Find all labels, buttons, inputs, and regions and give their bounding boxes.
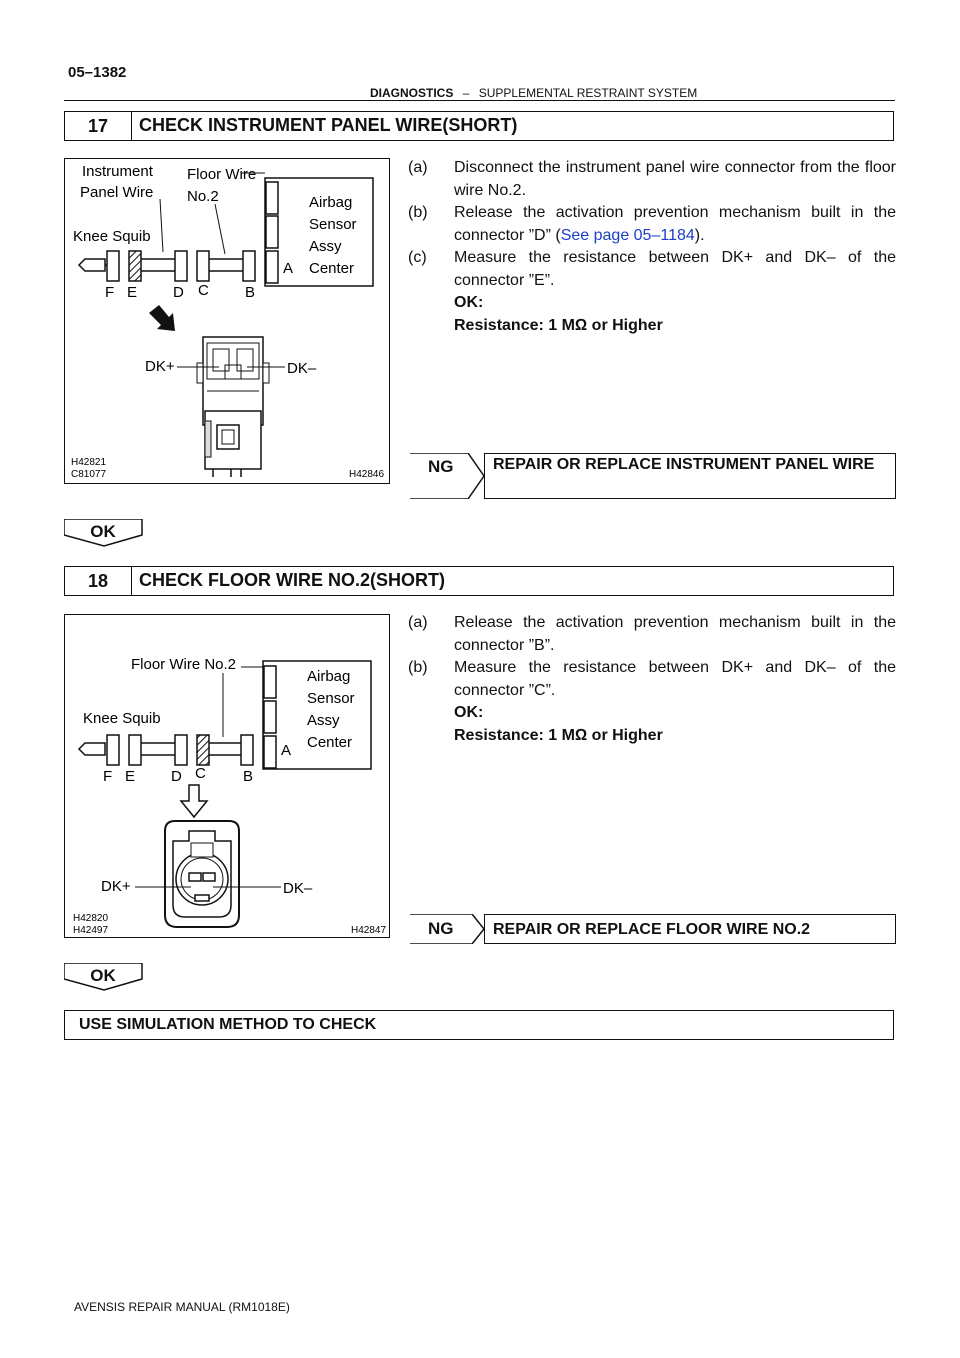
label-panel-wire: Panel Wire [80,184,154,201]
ng-label: NG [428,457,454,476]
connector-c [197,251,209,281]
ng-action: REPAIR OR REPLACE FLOOR WIRE NO.2 [484,914,896,944]
step-18-title-bar [64,566,894,596]
airbag-connector-slot [266,182,278,214]
letter-a: A [281,742,292,759]
terminal-dk-plus [189,873,201,881]
step-18-title: CHECK FLOOR WIRE NO.2(SHORT) [139,570,445,590]
airbag-line-1: Airbag [309,194,353,211]
letter-d: D [171,768,182,785]
letter-f: F [105,284,115,301]
connector-detail [181,858,223,900]
instruction-item [408,612,896,657]
connector-b [243,251,255,281]
connector-detail [263,363,269,383]
step-18-ng-result [410,914,896,944]
step-17-title-bar [64,111,894,141]
airbag-connector-slot [266,251,278,283]
label-dk-plus: DK+ [101,878,131,895]
label-dk-minus: DK– [283,880,313,897]
manual-footer: AVENSIS REPAIR MANUAL (RM1018E) [74,1300,290,1314]
airbag-connector-slot [264,701,276,733]
item-text-before: Release the activation prevention mechanism built in the connector ”D” ( [454,204,896,244]
step-17-diagram [65,159,389,483]
item-text: Measure the resistance between DK+ and DK– of the connector ”E”. [454,249,896,289]
leader-line [215,204,225,254]
label-no2: No.2 [187,188,219,205]
final-instruction: USE SIMULATION METHOD TO CHECK [64,1010,894,1040]
connector-detail [191,843,213,857]
step-17-figure [64,158,390,484]
knee-squib-plug [79,743,105,755]
connector-e [129,251,141,281]
airbag-line-4: Center [307,734,353,751]
label-dk-plus: DK+ [145,358,175,375]
item-label: (a) [408,614,428,631]
connector-detail [197,363,203,383]
leader-line [160,199,163,252]
figure-code-top: H42821 [71,457,107,468]
ok-tab-label: OK [90,522,116,541]
step-17-instructions [408,157,896,337]
airbag-line-3: Assy [309,238,342,255]
item-label: (a) [408,159,428,176]
ok-value: Resistance: 1 MΩ or Higher [454,316,663,334]
running-header [370,86,697,100]
item-text: Measure the resistance between DK+ and DK– of the connector ”C”. [454,659,896,699]
ng-action: REPAIR OR REPLACE INSTRUMENT PANEL WIRE [484,453,896,499]
label-knee-squib: Knee Squib [73,228,151,245]
step-18-diagram [65,615,389,937]
header-rule [64,100,895,101]
ok-label: OK: [454,294,484,311]
label-knee-squib: Knee Squib [83,710,161,727]
down-arrow-icon [181,785,207,817]
item-label: (b) [408,204,428,221]
figure-code-bottom: C81077 [71,469,107,480]
header-section: DIAGNOSTICS [370,86,454,100]
step-17-number: 17 [65,112,132,140]
instruction-item [408,202,896,247]
airbag-connector-slot [264,736,276,768]
connector-c [197,735,209,765]
page-number: 05–1382 [68,64,127,81]
item-text: Disconnect the instrument panel wire connector from the floor wire No.2. [454,159,896,199]
letter-e: E [127,284,138,301]
letter-e: E [125,768,136,785]
ok-tab-label: OK [90,966,116,985]
step-18-number: 18 [65,567,132,595]
figure-code-bottom: H42497 [73,925,109,936]
airbag-line-2: Sensor [307,690,355,707]
instruction-item [408,657,896,702]
step-18-instructions [408,612,896,747]
letter-c: C [195,765,206,782]
letter-a: A [283,260,294,277]
header-separator: – [462,86,470,100]
connector-detail [195,895,209,901]
instruction-item [408,247,896,292]
terminal-dk-minus [203,873,215,881]
item-label: (c) [408,249,427,266]
letter-f: F [103,768,113,785]
step-17-ng-result [410,453,896,499]
connector-e [129,735,141,765]
instruction-item [408,157,896,202]
airbag-line-2: Sensor [309,216,357,233]
figure-code-right: H42846 [349,469,385,480]
ok-value: Resistance: 1 MΩ or Higher [454,726,663,744]
letter-b: B [243,768,254,785]
item-label: (b) [408,659,428,676]
airbag-connector-slot [266,216,278,248]
item-text-after: ). [694,226,705,244]
ng-label: NG [428,919,454,938]
label-dk-minus: DK– [287,360,317,377]
connector-d [175,251,187,281]
letter-c: C [198,282,209,299]
connector-f [107,735,119,765]
page-reference-link[interactable]: See page 05–1184 [560,226,695,244]
letter-b: B [245,284,256,301]
letter-d: D [173,284,184,301]
connector-b [241,735,253,765]
connector-detail [205,421,211,457]
airbag-line-1: Airbag [307,668,351,685]
connector-face-bottom [205,411,261,469]
connector-d [175,735,187,765]
figure-code-right: H42847 [351,925,387,936]
connector-f [107,251,119,281]
step-18-figure [64,614,390,938]
header-subsection: SUPPLEMENTAL RESTRAINT SYSTEM [478,86,698,100]
ok-label: OK: [454,704,484,721]
airbag-line-3: Assy [307,712,340,729]
knee-squib-plug [79,259,105,271]
label-instrument: Instrument [82,163,153,180]
item-text [454,202,896,247]
label-floor-wire: Floor Wire [187,166,257,183]
item-text: Release the activation prevention mechanism built in the connector ”B”. [454,614,896,654]
step-17-ok-tab [64,519,142,545]
figure-code-top: H42820 [73,913,109,924]
label-floor-wire: Floor Wire No.2 [131,656,237,673]
airbag-line-4: Center [309,260,355,277]
airbag-connector-slot [264,666,276,698]
step-17-title: CHECK INSTRUMENT PANEL WIRE(SHORT) [139,115,518,135]
step-18-ok-tab [64,963,142,989]
pointer-arrow-icon [149,305,175,331]
